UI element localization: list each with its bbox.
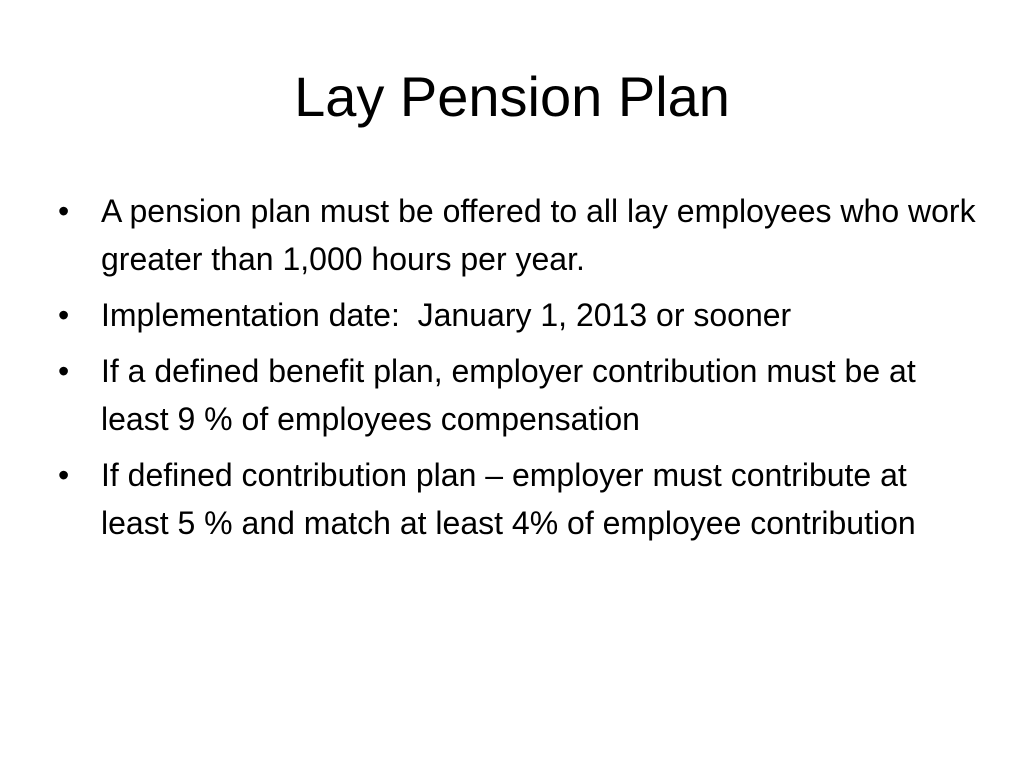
bullet-text: If defined contribution plan – employer must contribute at least 5 % and match at least 4% of employee contribution: [101, 457, 916, 541]
bullet-item: [58, 187, 978, 283]
bullet-item: [58, 451, 978, 547]
bullet-dot-icon: •: [58, 297, 70, 333]
bullet-dot-icon: •: [58, 193, 70, 229]
bullet-text: Implementation date: January 1, 2013 or sooner: [101, 297, 792, 333]
bullet-item: [58, 347, 978, 443]
bullet-dot-icon: •: [58, 353, 70, 389]
bullet-dot-icon: •: [58, 457, 70, 493]
slide-title: Lay Pension Plan: [294, 65, 730, 128]
bullet-list: [58, 187, 978, 555]
bullet-text: If a defined benefit plan, employer contribution must be at least 9 % of employees compensation: [101, 353, 916, 437]
bullet-item: [58, 291, 978, 339]
bullet-text: A pension plan must be offered to all lay employees who work greater than 1,000 hours per year.: [101, 193, 976, 277]
